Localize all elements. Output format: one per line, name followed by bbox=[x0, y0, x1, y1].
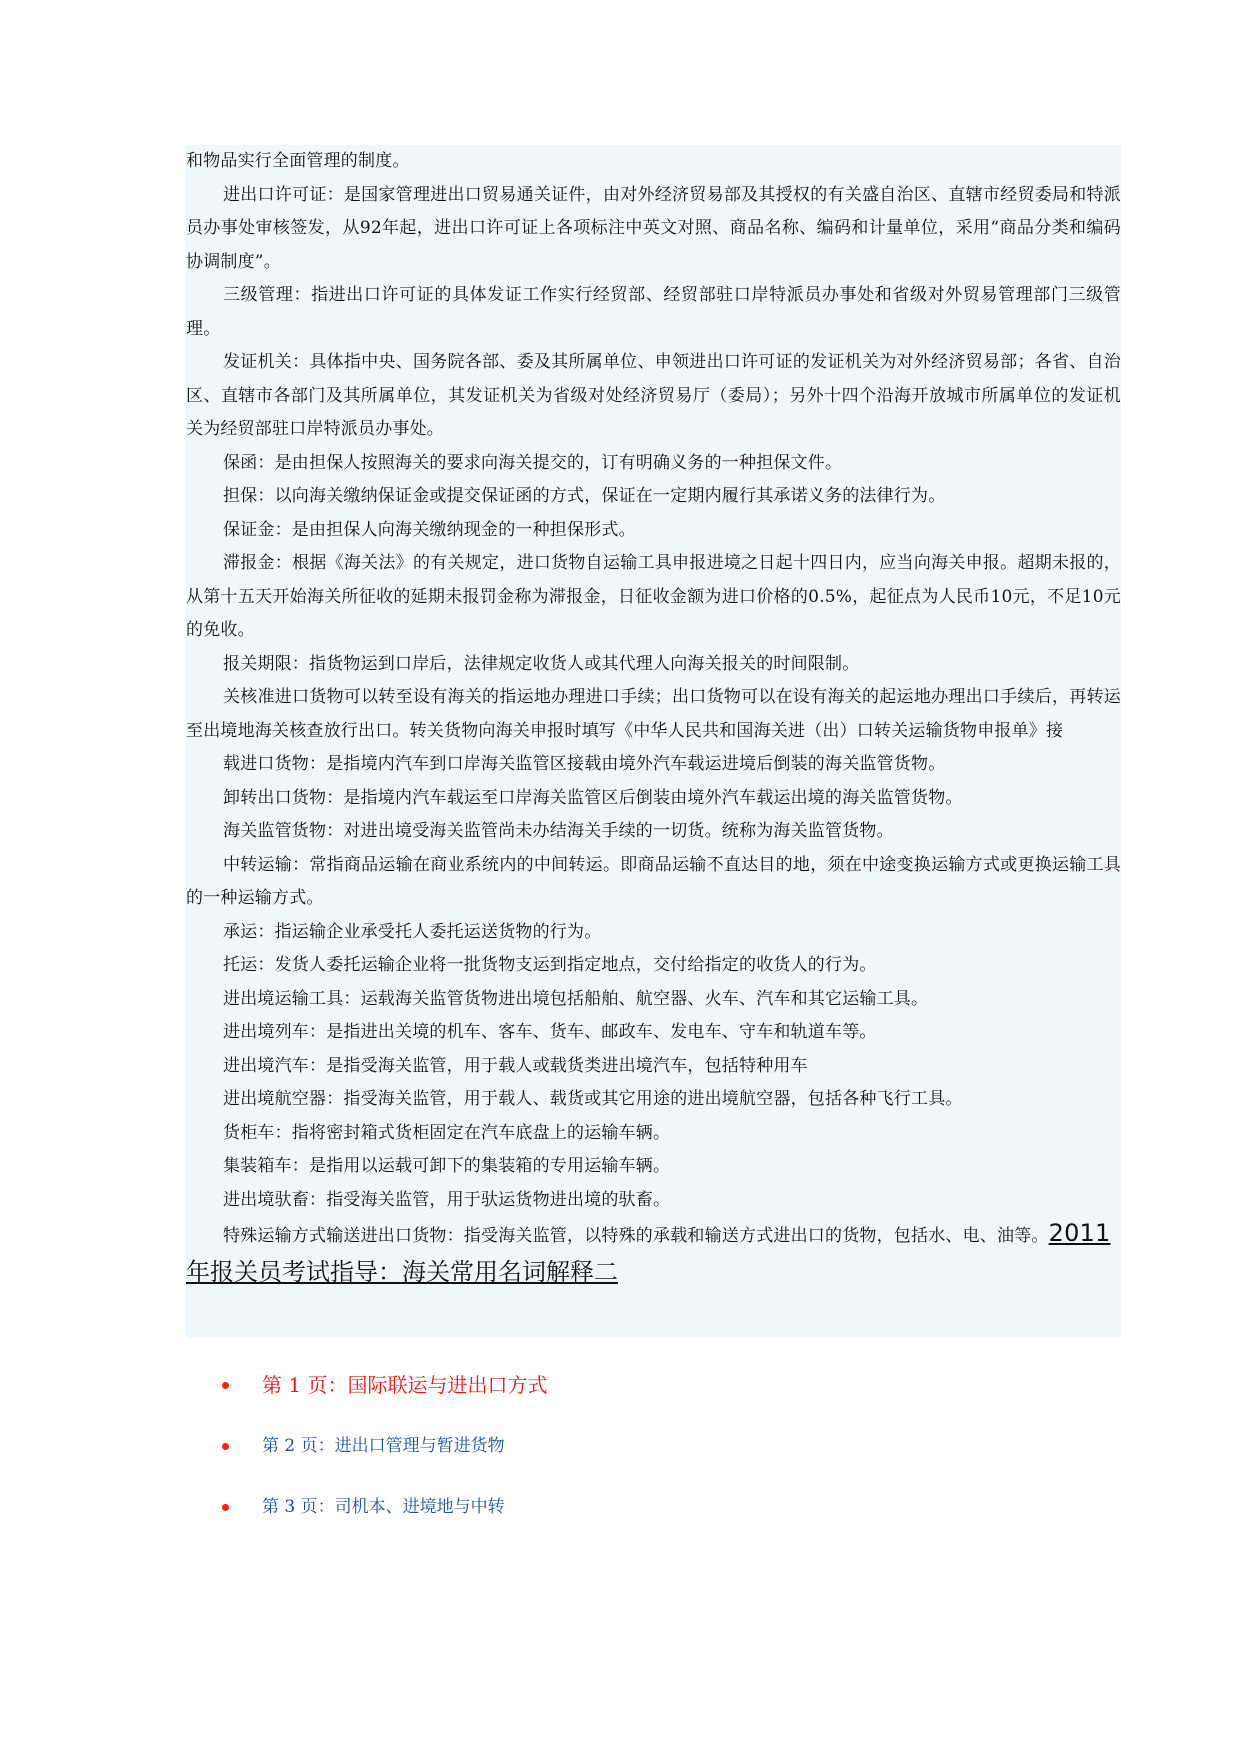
article-content bbox=[186, 145, 1121, 1338]
bullet-icon bbox=[222, 1443, 229, 1450]
page-nav-item[interactable] bbox=[222, 1492, 1022, 1522]
paragraph: 进出口许可证：是国家管理进出口贸易通关证件，由对外经济贸易部及其授权的有关盛自治区、直辖市经贸委局和特派员办事处审核签发，从92年起，进出口许可证上各项标注中英文对照、商品名称、编码和计量单位，采用“商品分类和编码协调制度”。 bbox=[186, 184, 1121, 272]
paragraph: 三级管理：指进出口许可证的具体发证工作实行经贸部、经贸部驻口岸特派员办事处和省级对外贸易管理部门三级管理。 bbox=[186, 285, 1121, 339]
last-paragraph bbox=[186, 1217, 1121, 1254]
page-nav-link[interactable]: 第 1 页：国际联运与进出口方式 bbox=[262, 1373, 548, 1397]
bullet-icon bbox=[222, 1504, 229, 1511]
paragraph: 滞报金：根据《海关法》的有关规定，进口货物自运输工具申报进境之日起十四日内，应当向海关申报。超期未报的，从第十五天开始海关所征收的延期未报罚金称为滞报金，日征收金额为进口价格的0.5%，起征点为人民币10元，不足10元的免收。 bbox=[186, 553, 1121, 640]
paragraph: 进出境列车：是指进出关境的机车、客车、货车、邮政车、发电车、守车和轨道车等。 bbox=[223, 1022, 877, 1042]
paragraph: 货柜车：指将密封箱式货柜固定在汽车底盘上的运输车辆。 bbox=[223, 1122, 671, 1143]
article-title-text[interactable]: 年报关员考试指导：海关常用名词解释二 bbox=[186, 1257, 618, 1286]
paragraph: 担保：以向海关缴纳保证金或提交保证函的方式，保证在一定期内履行其承诺义务的法律行为。 bbox=[223, 486, 946, 506]
last-paragraph-text: 特殊运输方式输送进出口货物：指受海关监管，以特殊的承载和输送方式进出口的货物，包括水、电、油等。 bbox=[223, 1226, 1049, 1246]
paragraph: 进出境汽车：是指受海关监管，用于载人或载货类进出境汽车，包括特种用车 bbox=[223, 1055, 808, 1076]
paragraph: 卸转出口货物：是指境内汽车载运至口岸海关监管区后倒装由境外汽车载运出境的海关监管货物。 bbox=[223, 787, 963, 808]
paragraph: 报关期限：指货物运到口岸后，法律规定收货人或其代理人向海关报关的时间限制。 bbox=[223, 653, 860, 674]
paragraph: 承运：指运输企业承受托人委托运送货物的行为。 bbox=[223, 921, 602, 942]
bullet-icon bbox=[222, 1382, 229, 1389]
paragraph: 关核准进口货物可以转至设有海关的指运地办理进口手续；出口货物可以在设有海关的起运地办理出口手续后，再转运至出境地海关核查放行出口。转关货物向海关申报时填写《中华人民共和国海关进（出）口转关运输货物申报单》接 bbox=[186, 687, 1121, 741]
paragraph: 保函：是由担保人按照海关的要求向海关提交的，订有明确义务的一种担保文件。 bbox=[223, 452, 843, 473]
paragraph: 海关监管货物：对进出境受海关监管尚未办结海关手续的一切货。统称为海关监管货物。 bbox=[223, 821, 894, 841]
paragraph-list bbox=[186, 145, 1121, 1217]
paragraph: 发证机关：具体指中央、国务院各部、委及其所属单位、申领进出口许可证的发证机关为对外经济贸易部；各省、自治区、直辖市各部门及其所属单位，其发证机关为省级对处经济贸易厅（委局）；另外十四个沿海开放城市所属单位的发证机关为经贸部驻口岸特派员办事处。 bbox=[186, 352, 1121, 439]
paragraph: 进出境航空器：指受海关监管，用于载人、载货或其它用途的进出境航空器，包括各种飞行工具。 bbox=[223, 1089, 963, 1109]
paragraph: 保证金：是由担保人向海关缴纳现金的一种担保形式。 bbox=[223, 519, 636, 540]
article-title-line[interactable] bbox=[186, 1254, 1121, 1290]
page-nav-item[interactable] bbox=[222, 1431, 1022, 1461]
paragraph: 载进口货物：是指境内汽车到口岸海关监管区接载由境外汽车载运进境后倒装的海关监管货物。 bbox=[223, 754, 946, 774]
paragraph: 托运：发货人委托运输企业将一批货物支运到指定地点，交付给指定的收货人的行为。 bbox=[223, 955, 877, 975]
page-nav-link[interactable]: 第 2 页：进出口管理与暂进货物 bbox=[262, 1436, 505, 1456]
page-nav-link[interactable]: 第 3 页：司机本、进境地与中转 bbox=[262, 1497, 505, 1517]
page-nav-item[interactable] bbox=[222, 1370, 1022, 1400]
page-navigation bbox=[222, 1370, 1022, 1553]
article-title-link[interactable]: 2011 bbox=[1048, 1219, 1111, 1247]
paragraph: 进出境运输工具：运载海关监管货物进出境包括船舶、航空器、火车、汽车和其它运输工具。 bbox=[223, 988, 929, 1009]
paragraph: 中转运输：常指商品运输在商业系统内的中间转运。即商品运输不直达目的地，须在中途变换运输方式或更换运输工具的一种运输方式。 bbox=[186, 854, 1121, 908]
paragraph: 和物品实行全面管理的制度。 bbox=[186, 151, 410, 171]
paragraph: 进出境驮畜：指受海关监管，用于驮运货物进出境的驮畜。 bbox=[223, 1189, 671, 1210]
paragraph: 集装箱车：是指用以运载可卸下的集装箱的专用运输车辆。 bbox=[223, 1156, 671, 1176]
